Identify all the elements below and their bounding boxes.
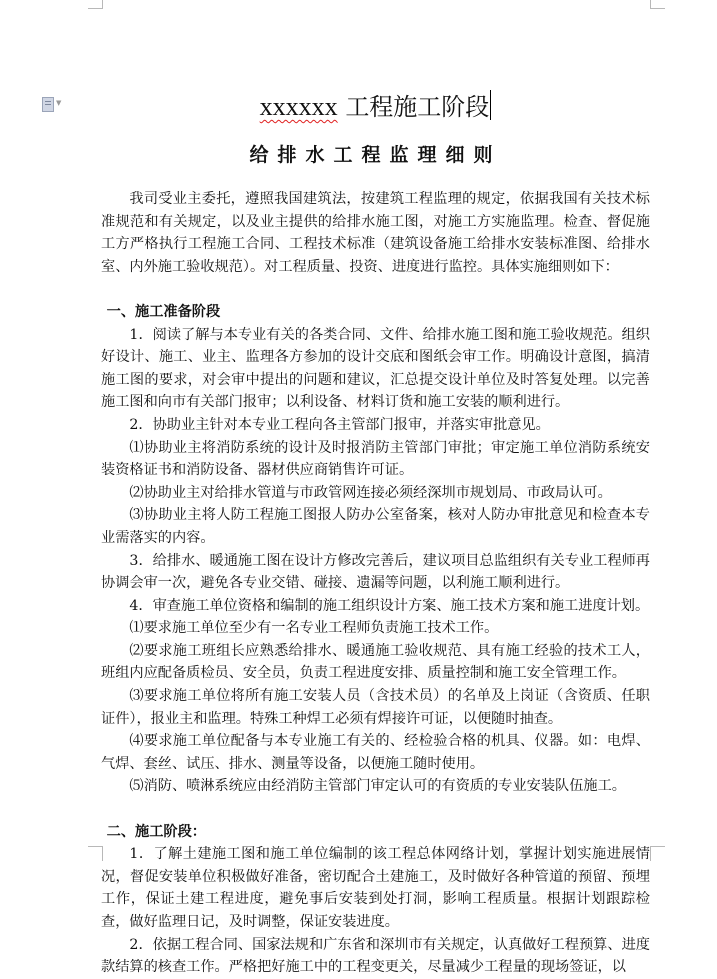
text-cursor [490,90,491,120]
paragraph: ⑶要求施工单位将所有施工安装人员（含技术员）的名单及上岗证（含资质、任职证件），报业主和监理。特殊工种焊工必须有焊接许可证，以便随时抽查。 [101,688,650,727]
dropdown-arrow-icon: ▼ [56,99,62,107]
section2-heading: 二、施工阶段： [106,823,206,840]
paragraph: ⑴协助业主将消防系统的设计及时报消防主管部门审批；审定施工单位消防系统安装资格证书和消防设备、器材供应商销售许可证。 [101,439,650,479]
paragraph: 1．了解土建施工图和施工单位编制的该工程总体网络计划，掌握计划实施进展情况，督促安装单位积极做好准备，密切配合土建施工，及时做好各种管道的预留、预埋工作，保证土建工程进度，避免事后安装到处打洞，影响工程质量。根据计划跟踪检查，做好监理日记，及时调整，保证安装进度。 [101,846,650,930]
paragraph: ⑸消防、喷淋系统应由经消防主管部门审定认可的有资质的专业安装队伍施工。 [129,778,626,795]
paragraph-options-icon[interactable] [42,97,62,111]
document-icon [42,97,54,112]
paragraph: 2．协助业主针对本专业工程向各主管部门报审，并落实审批意见。 [129,416,550,433]
paragraph: ⑶协助业主将人防工程施工图报人防办公室备案，核对人防办审批意见和检查本专业需落实的内容。 [101,507,650,546]
blank-line [101,798,650,821]
intro-paragraph: 我司受业主委托，遵照我国建筑法，按建筑工程监理的规定，依据我国有关技术标准规范和有关规定，以及业主提供的给排水施工图，对施工方实施监理。检查、督促施工方严格执行工程施工合同、工程技术标准（建筑设备施工给排水安装标准图、给排水室、内外施工验收规范）。对工程质量、投资、进度进行监控。具体实施细则如下： [101,191,650,275]
document-body [101,188,650,979]
paragraph: ⑵要求施工班组长应熟悉给排水、暖通施工验收规范、具有施工经验的技术工人，班组内应配备质检员、安全员，负责工程进度安排、质量控制和施工安全管理工作。 [101,642,650,682]
page-corner-mark-top-left [88,0,103,9]
blank-line [101,278,650,301]
paragraph: ⑵协助业主对给排水管道与市政管网连接必须经深圳市规划局、市政局认可。 [129,484,612,501]
paragraph: 3．给排水、暖通施工图在设计方修改完善后，建议项目总监组织有关专业工程师再协调会审一次，避免各专业交错、碰接、遗漏等问题，以利施工顺利进行。 [101,552,650,592]
document-title[interactable] [101,90,650,124]
paragraph: ⑴要求施工单位至少有一名专业工程师负责施工技术工作。 [129,620,499,637]
paragraph: 4．审查施工单位资格和编制的施工组织设计方案、施工技术方案和施工进度计划。 [129,597,650,614]
paragraph: 2．依据工程合同、国家法规和广东省和深圳市有关规定，认真做好工程预算、进度款结算的核查工作。严格把好施工中的工程变更关，尽量减少工程量的现场签证，以 [101,936,650,976]
document-subtitle: 给排水工程监理细则 [249,144,502,166]
section1-heading: 一、施工准备阶段 [106,303,221,320]
paragraph: 1．阅读了解与本专业有关的各类合同、文件、给排水施工图和施工验收规范。组织好设计、施工、业主、监理各方参加的设计交底和图纸会审工作。明确设计意图，搞清施工图的要求，对会审中提出的问题和建议，汇总提交设计单位及时答复处理。以完善施工图和向市有关部门报审；以利设备、材料订货和施工安装的顺利进行。 [101,326,650,411]
title-prefix: xxxxxx [259,92,338,121]
page-corner-mark-top-right [650,0,665,9]
paragraph: ⑷要求施工单位配备与本专业施工有关的、经检验合格的机具、仪器。如：电焊、气焊、套丝、试压、排水、测量等设备，以便施工随时使用。 [101,733,650,772]
title-main: 工程施工阶段 [345,93,490,121]
